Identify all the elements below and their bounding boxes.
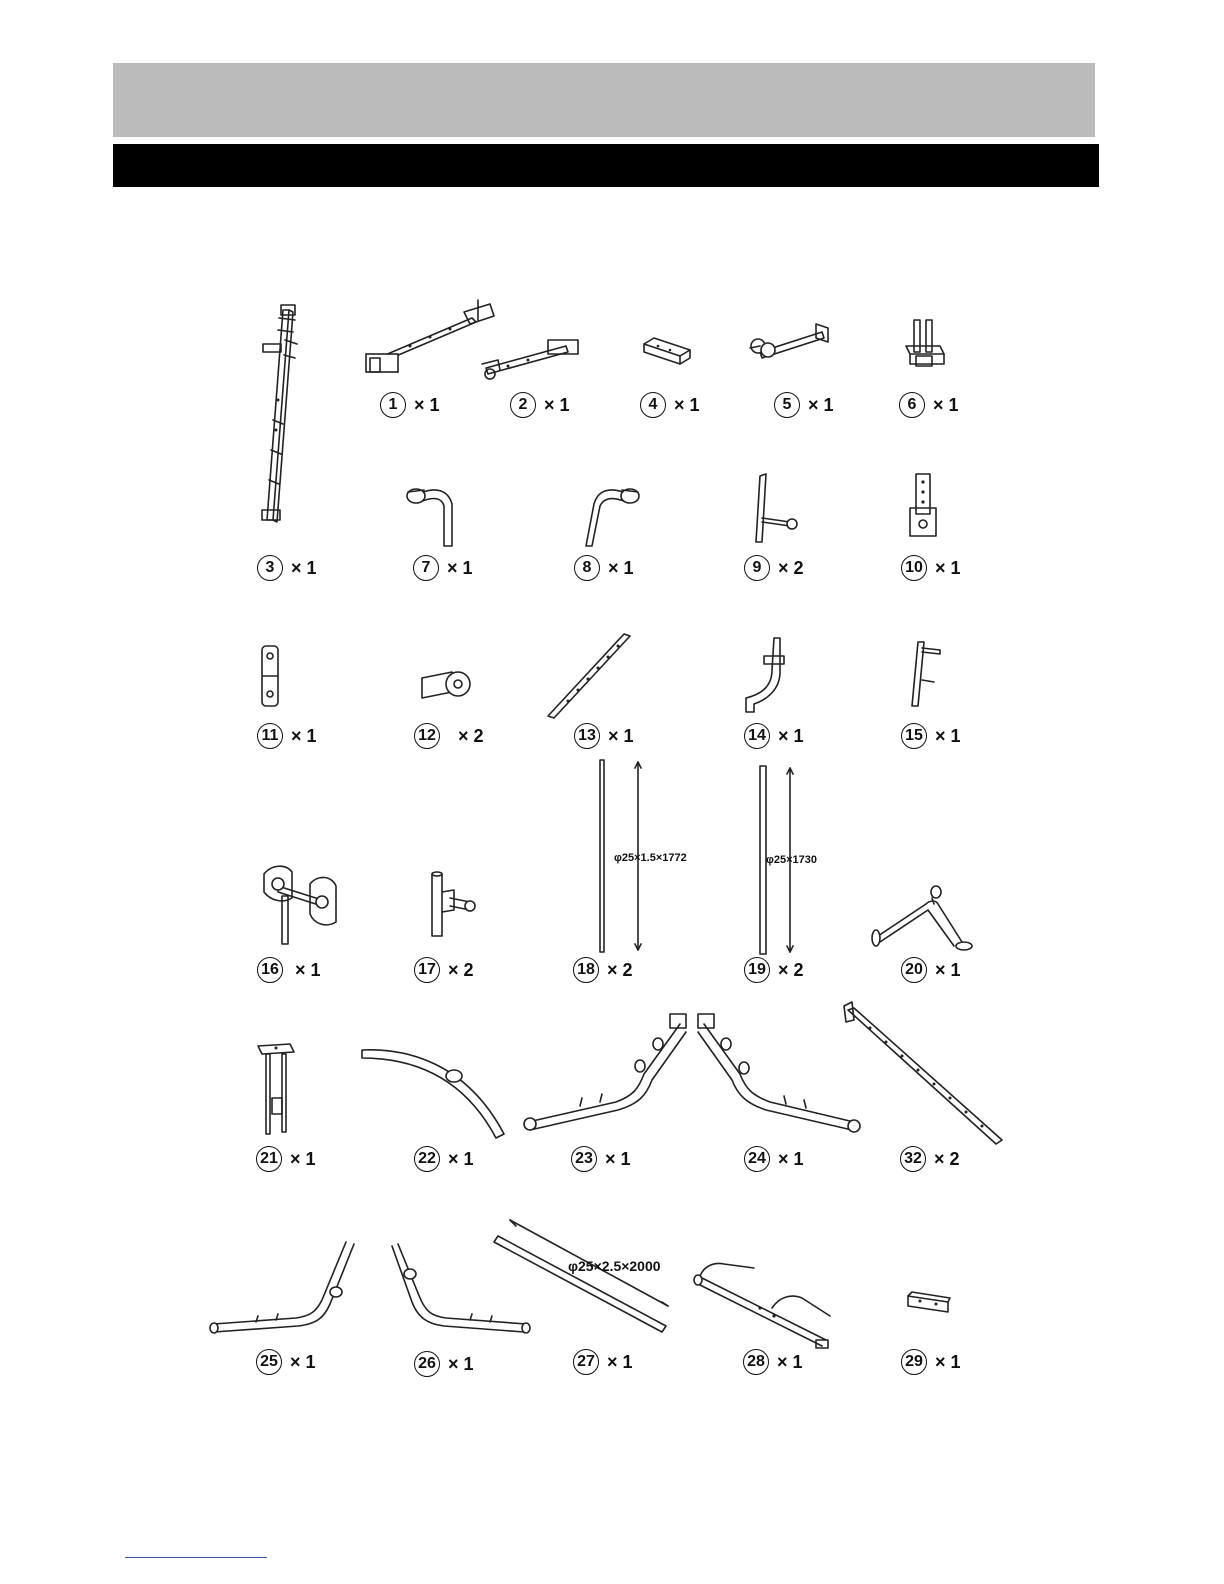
part-number: 26 (414, 1351, 440, 1377)
part-label (257, 723, 317, 749)
part-quantity: × 1 (607, 1351, 633, 1372)
part-19-dimension: φ25×1730 (766, 854, 817, 866)
part-5-drawing (744, 318, 834, 370)
part-quantity: × 1 (935, 959, 961, 980)
part-quantity: × 1 (605, 1148, 631, 1169)
part-number: 24 (744, 1146, 770, 1172)
part-8-drawing (578, 478, 648, 552)
part-number: 27 (573, 1349, 599, 1375)
part-quantity: × 1 (778, 1148, 804, 1169)
footer-link-underline (125, 1557, 267, 1558)
part-number: 6 (899, 392, 925, 418)
part-quantity: × 2 (778, 557, 804, 578)
part-quantity: × 1 (544, 394, 570, 415)
part-quantity: × 2 (448, 959, 474, 980)
part-number: 23 (571, 1146, 597, 1172)
part-quantity: × 1 (935, 1351, 961, 1372)
part-number: 1 (380, 392, 406, 418)
part-4-drawing (636, 328, 696, 376)
part-number: 13 (574, 723, 600, 749)
part-quantity: × 1 (290, 1351, 316, 1372)
part-quantity: × 1 (608, 725, 634, 746)
part-label (414, 723, 484, 749)
part-label (901, 723, 961, 749)
part-label (640, 392, 700, 418)
part-number: 21 (256, 1146, 282, 1172)
part-18-dimension: φ25×1.5×1772 (614, 852, 687, 864)
part-6-drawing (900, 316, 950, 374)
part-label (901, 555, 961, 581)
part-quantity: × 1 (291, 557, 317, 578)
part-number: 2 (510, 392, 536, 418)
part-label (744, 723, 804, 749)
part-25-drawing (206, 1236, 362, 1340)
part-label (574, 723, 634, 749)
part-number: 17 (414, 957, 440, 983)
part-11-drawing (254, 642, 288, 712)
part-number: 29 (901, 1349, 927, 1375)
part-number: 4 (640, 392, 666, 418)
part-label (901, 957, 961, 983)
part-label (510, 392, 570, 418)
part-label (414, 1146, 474, 1172)
part-label (257, 957, 321, 983)
part-number: 25 (256, 1349, 282, 1375)
part-quantity: × 2 (458, 725, 484, 746)
part-number: 12 (414, 723, 440, 749)
part-number: 16 (257, 957, 283, 983)
part-number: 32 (900, 1146, 926, 1172)
part-23-drawing (520, 1010, 692, 1138)
part-17-drawing (420, 866, 484, 944)
part-number: 28 (743, 1349, 769, 1375)
part-label (414, 957, 474, 983)
part-14-drawing (736, 632, 796, 716)
part-10-drawing (904, 470, 944, 542)
part-quantity: × 1 (808, 394, 834, 415)
part-quantity: × 2 (778, 959, 804, 980)
part-28-drawing (690, 1246, 840, 1350)
part-label (744, 957, 804, 983)
part-15-drawing (900, 636, 950, 712)
part-label (574, 555, 634, 581)
part-quantity: × 1 (674, 394, 700, 415)
part-quantity: × 1 (291, 725, 317, 746)
part-12-drawing (414, 664, 476, 708)
part-number: 11 (257, 723, 283, 749)
part-quantity: × 1 (608, 557, 634, 578)
part-number: 7 (413, 555, 439, 581)
part-label (380, 392, 440, 418)
part-quantity: × 1 (414, 394, 440, 415)
part-2-drawing (478, 330, 588, 386)
header-black-band (113, 144, 1099, 187)
part-label (573, 1349, 633, 1375)
part-quantity: × 2 (607, 959, 633, 980)
part-quantity: × 1 (777, 1351, 803, 1372)
part-3-drawing (245, 300, 315, 530)
part-label (901, 1349, 961, 1375)
part-quantity: × 2 (934, 1148, 960, 1169)
part-number: 3 (257, 555, 283, 581)
part-number: 5 (774, 392, 800, 418)
part-29-drawing (900, 1286, 956, 1322)
part-number: 10 (901, 555, 927, 581)
part-label (573, 957, 633, 983)
part-label (571, 1146, 631, 1172)
header-gray-band (113, 63, 1095, 137)
part-9-drawing (748, 470, 808, 550)
part-quantity: × 1 (935, 725, 961, 746)
part-label (774, 392, 834, 418)
part-quantity: × 1 (295, 959, 321, 980)
part-quantity: × 1 (448, 1353, 474, 1374)
part-quantity: × 1 (935, 557, 961, 578)
part-label (256, 1349, 316, 1375)
part-20-drawing (866, 880, 986, 960)
part-27-dimension: φ25×2.5×2000 (568, 1258, 661, 1274)
part-label (899, 392, 959, 418)
part-number: 8 (574, 555, 600, 581)
part-quantity: × 1 (778, 725, 804, 746)
part-label (413, 555, 473, 581)
part-13-drawing (540, 628, 640, 724)
part-number: 20 (901, 957, 927, 983)
part-label (743, 1349, 803, 1375)
part-number: 14 (744, 723, 770, 749)
part-32-drawing (840, 1000, 1010, 1150)
part-label (900, 1146, 960, 1172)
part-number: 9 (744, 555, 770, 581)
part-label (257, 555, 317, 581)
part-quantity: × 1 (447, 557, 473, 578)
part-27-drawing (490, 1214, 680, 1338)
part-number: 15 (901, 723, 927, 749)
part-22-drawing (356, 1046, 512, 1146)
part-label (744, 1146, 804, 1172)
part-quantity: × 1 (290, 1148, 316, 1169)
part-quantity: × 1 (448, 1148, 474, 1169)
part-number: 22 (414, 1146, 440, 1172)
part-7-drawing (400, 478, 470, 552)
part-label (414, 1351, 474, 1377)
part-quantity: × 1 (933, 394, 959, 415)
part-16-drawing (252, 856, 352, 948)
part-label (256, 1146, 316, 1172)
part-number: 18 (573, 957, 599, 983)
part-label (744, 555, 804, 581)
part-21-drawing (254, 1036, 304, 1142)
part-number: 19 (744, 957, 770, 983)
